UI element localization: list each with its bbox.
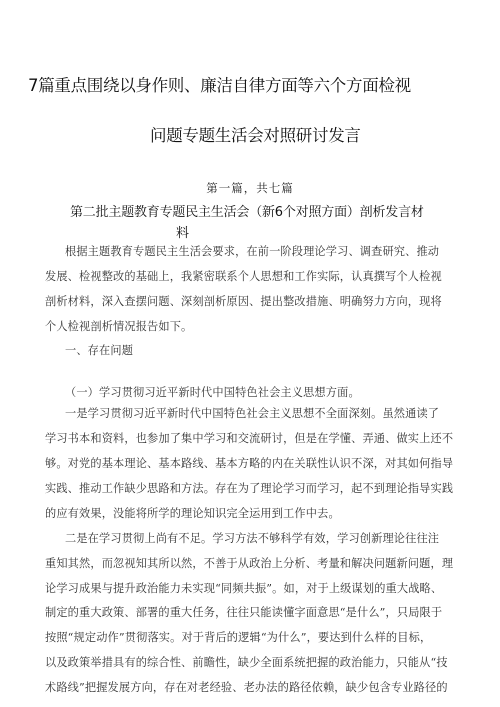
article-heading-line-2: 料 [176,226,189,241]
document-title-line-2: 问题专题生活会对照研讨发言 [150,126,361,145]
body-text-line: 的应有效果，没能将所学的理论知识完全运用到工作中去。 [45,507,340,520]
body-text-line: 够。对党的基本理论、基本路线、基本方略的内在关联性认识不深，对其如何指导 [45,457,454,470]
body-text-line: 制定的重大政策、部署的重大任务，往往只能读懂字面意思“是什么”，只局限于 [45,606,443,619]
article-heading-line-1: 第二批主题教育专题民主生活会（新6个对照方面）剖析发言材 [70,205,424,220]
body-text-line: 论学习成果与提升政治能力未实现“同频共振”。如，对于上级谋划的重大战略、 [45,582,443,595]
body-text-line: 一是学习贯彻习近平新时代中国特色社会主义思想不全面深刻。虽然通读了 [65,407,440,420]
body-text-line: 学习书本和资料，也参加了集中学习和交流研讨，但是在学懂、弄通、做实上还不 [45,432,454,445]
body-text-line: 二是在学习贯彻上尚有不足。学习方法不够科学有效，学习创新理论往往注 [65,532,440,545]
body-text-line: 剖析材料，深入查摆问题、深刻剖析原因、提出整改措施、明确努力方向，现将 [45,295,442,308]
body-text-line: 以及政策举措具有的综合性、前瞻性，缺少全面系统把握的政治能力，只能从“技 [45,656,448,669]
section-subtitle: 第一篇，共七篇 [206,181,294,195]
body-text-line: 一、存在问题 [65,344,134,357]
body-text-line: 根据主题教育专题民主生活会要求，在前一阶段理论学习、调查研究、推动 [65,245,440,258]
body-text-line: 按照“规定动作”贯彻落实。对于背后的逻辑“为什么”，要达到什么样的目标， [45,631,432,644]
body-text-line: 重知其然，而忽视知其所以然，不善于从政治上分析、考量和解决问题新问题，理 [45,557,454,570]
body-text-line: 术路线”把握发展方向，存在对老经验、老办法的路径依赖，缺少包含专业路径的 [45,681,448,694]
body-text-line: 实践、推动工作缺少思路和方法。存在为了理论学习而学习，起不到理论指导实践 [45,482,454,495]
body-text-line: 个人检视剖析情况报告如下。 [45,320,193,333]
document-title-line-1: 7篇重点围绕以身作则、廉洁自律方面等六个方面检视 [28,76,411,95]
body-text-line: 发展、检视整改的基础上，我紧密联系个人思想和工作实际，认真撰写个人检视 [45,270,442,283]
body-text-line: （一）学习贯彻习近平新时代中国特色社会主义思想方面。 [65,386,360,399]
